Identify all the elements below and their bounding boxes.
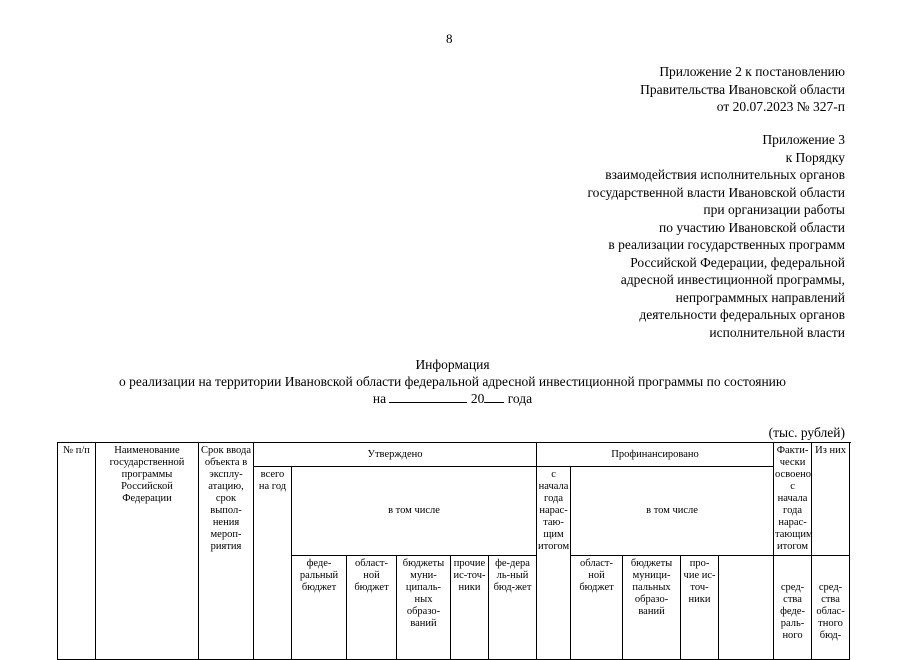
header-number: № п/п xyxy=(58,443,96,660)
header-approved-incl: в том числе xyxy=(292,467,537,556)
header-of-them-regional: сред-ства облас-тного бюд- xyxy=(812,556,850,660)
annex2-line: от 20.07.2023 № 327-п xyxy=(716,99,845,114)
annex3-block xyxy=(587,131,845,341)
header-of-them: Из них xyxy=(812,443,850,556)
annex3-line: Российской Федерации, федеральной xyxy=(630,254,845,270)
header-financed-since: с начала года нарас-таю-щим итогом xyxy=(537,467,571,660)
annex3-line: адресной инвестиционной программы, xyxy=(620,272,845,287)
annex3-line: взаимодействия исполнительных органов xyxy=(605,167,845,182)
document-title: Информация xyxy=(415,357,490,372)
annex3-line: государственной власти Ивановской области xyxy=(587,184,845,200)
header-approved-other: прочие ис-точ-ники xyxy=(451,556,489,660)
date-year-prefix: 20 xyxy=(470,391,485,406)
page-number: 8 xyxy=(446,31,453,46)
annex3-line: к Порядку xyxy=(785,149,845,165)
annex2-line: Правительства Ивановской области xyxy=(640,81,845,97)
header-approved-federal: феде-ральный бюджет xyxy=(292,556,347,660)
year-blank-field xyxy=(484,390,504,403)
date-blank-field xyxy=(389,390,467,403)
units-label: (тыс. рублей) xyxy=(768,425,845,440)
annex3-line: Приложение 3 xyxy=(762,132,845,147)
annex2-block xyxy=(640,63,845,116)
annex3-line: исполнительной власти xyxy=(709,324,845,340)
info-table xyxy=(57,442,850,660)
annex3-line: в реализации государственных программ xyxy=(608,237,845,252)
document-subtitle: о реализации на территории Ивановской области федеральной адресной инвестиционной программы по состоянию xyxy=(118,374,786,389)
header-term: Срок ввода объекта в эксплу-атацию, срок выпол-нения мероп-риятия xyxy=(199,443,254,660)
header-actual-cont xyxy=(719,556,774,660)
header-approved-total: всего на год xyxy=(254,467,292,660)
header-of-them-federal: сред-ства феде-раль-ного xyxy=(774,556,812,660)
header-approved-regional: област-ной бюджет xyxy=(347,556,397,660)
annex3-line: по участию Ивановской области xyxy=(658,219,845,235)
header-approved-municipal: бюджеты муни-ципаль-ных образо-ваний xyxy=(397,556,451,660)
header-financed-other: про-чие ис-точ-ники xyxy=(681,556,719,660)
document-date-line xyxy=(0,390,905,407)
header-actual: Факти-чески освоено с начала года нарас-тающим итогом xyxy=(774,443,812,556)
date-prefix: на xyxy=(372,391,387,406)
header-approved: Утверждено xyxy=(254,443,537,467)
header-financed: Профинансировано xyxy=(537,443,774,467)
annex2-line: Приложение 2 к постановлению xyxy=(659,64,845,79)
header-financed-municipal: бюджеты муници-пальных образо-ваний xyxy=(623,556,681,660)
annex3-line: деятельности федеральных органов xyxy=(639,307,845,322)
annex3-line: непрограммных направлений xyxy=(675,289,845,305)
header-program-name: Наименование государственной программы Российской Федерации xyxy=(96,443,199,660)
annex3-line: при организации работы xyxy=(703,202,845,217)
header-financed-regional: област-ной бюджет xyxy=(571,556,623,660)
header-financed-incl: в том числе xyxy=(571,467,774,556)
header-financed-federal: фе-дера ль-ный бюд-жет xyxy=(489,556,537,660)
date-suffix: года xyxy=(507,391,533,406)
